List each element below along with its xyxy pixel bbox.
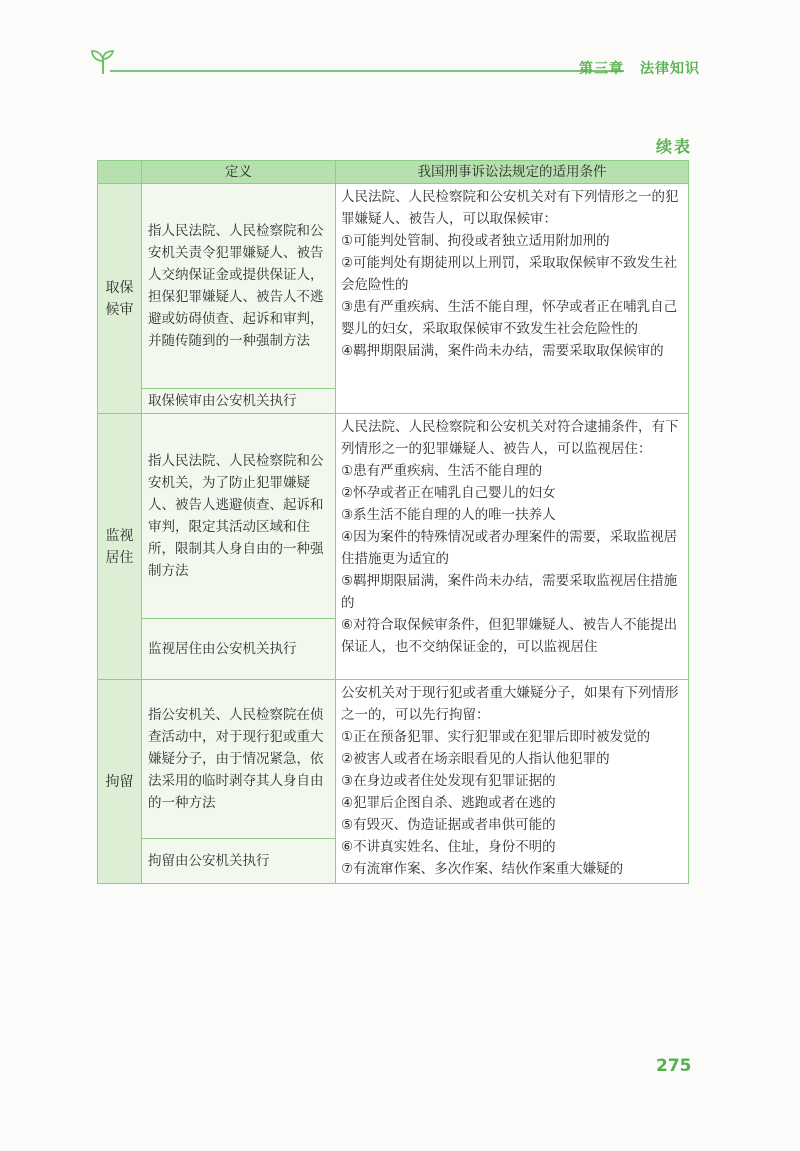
category-cell [98,184,142,414]
executor-cell: 取保候审由公安机关执行 [142,389,336,414]
table-row [98,184,689,389]
page-header [88,44,700,84]
chapter-number: 第三章 [579,61,624,77]
category-cell [98,414,142,680]
header-rule [110,70,624,72]
definition-cell: 指人民法院、人民检察院和公安机关，为了防止犯罪嫌疑人、被告人逃避侦查、起诉和审判，限定其活动区域和住所，限制其人身自由的一种强制方法 [142,414,336,619]
executor-cell: 拘留由公安机关执行 [142,839,336,884]
condition-item: ⑥不讲真实姓名、住址，身份不明的 [341,839,556,855]
continued-label: 续表 [655,137,692,156]
condition-item: ⑤有毁灭、伪造证据或者串供可能的 [341,817,556,833]
condition-item: ④犯罪后企图自杀、逃跑或者在逃的 [341,795,556,811]
condition-item: ③在身边或者住处发现有犯罪证据的 [341,773,556,789]
condition-item: ③患有严重疾病、生活不能自理，怀孕或者正在哺乳自己婴儿的妇女，采取取保候审不致发生社会危险性的 [341,299,678,337]
condition-item: ⑦有流窜作案、多次作案、结伙作案重大嫌疑的 [341,861,624,877]
condition-item: ①患有严重疾病、生活不能自理的 [341,463,543,479]
conditions-cell [336,184,689,414]
condition-item: ②可能判处有期徒刑以上刑罚，采取取保候审不致发生社会危险性的 [341,255,678,293]
header-cell-blank [98,161,142,184]
condition-item: ②怀孕或者正在哺乳自己婴儿的妇女 [341,485,556,501]
header-cell-conditions: 我国刑事诉讼法规定的适用条件 [336,161,689,184]
definition-cell: 指公安机关、人民检察院在侦查活动中，对于现行犯或重大嫌疑分子，由于情况紧急，依法采用的临时剥夺其人身自由的一种方法 [142,680,336,839]
page-number: 275 [656,1056,692,1076]
category-label: 取保候审 [105,279,134,318]
table-row [98,414,689,619]
condition-item: ⑤羁押期限届满，案件尚未办结，需要采取监视居住措施的 [341,573,678,611]
conditions-intro: 公安机关对于现行犯或者重大嫌疑分子，如果有下列情形之一的，可以先行拘留： [341,685,679,723]
conditions-intro: 人民法院、人民检察院和公安机关对符合逮捕条件，有下列情形之一的犯罪嫌疑人、被告人，可以监视居住： [341,419,679,457]
conditions-cell [336,414,689,680]
chapter-heading [579,58,700,78]
condition-item: ③系生活不能自理的人的唯一扶养人 [341,507,556,523]
executor-cell: 监视居住由公安机关执行 [142,619,336,680]
table-header-row [98,161,689,184]
condition-item: ①可能判处管制、拘役或者独立适用附加刑的 [341,233,610,249]
category-label: 拘留 [105,773,134,790]
conditions-intro: 人民法院、人民检察院和公安机关对有下列情形之一的犯罪嫌疑人、被告人，可以取保候审： [341,189,679,227]
conditions-cell [336,680,689,884]
condition-item: ⑥对符合取保候审条件，但犯罪嫌疑人、被告人不能提出保证人，也不交纳保证金的，可以监视居住 [341,617,678,655]
header-cell-definition: 定义 [142,161,336,184]
coercive-measures-table [97,160,689,884]
definition-cell: 指人民法院、人民检察院和公安机关责令犯罪嫌疑人、被告人交纳保证金或提供保证人，担保犯罪嫌疑人、被告人不逃避或妨碍侦查、起诉和审判，并随传随到的一种强制方法 [142,184,336,389]
condition-item: ①正在预备犯罪、实行犯罪或在犯罪后即时被发觉的 [341,729,651,745]
category-label: 监视居住 [105,527,134,566]
category-cell [98,680,142,884]
chapter-title: 法律知识 [640,61,700,77]
table-row [98,680,689,839]
condition-item: ④羁押期限届满，案件尚未办结，需要采取取保候审的 [341,343,664,359]
condition-item: ④因为案件的特殊情况或者办理案件的需要，采取监视居住措施更为适宜的 [341,529,678,567]
condition-item: ②被害人或者在场亲眼看见的人指认他犯罪的 [341,751,610,767]
